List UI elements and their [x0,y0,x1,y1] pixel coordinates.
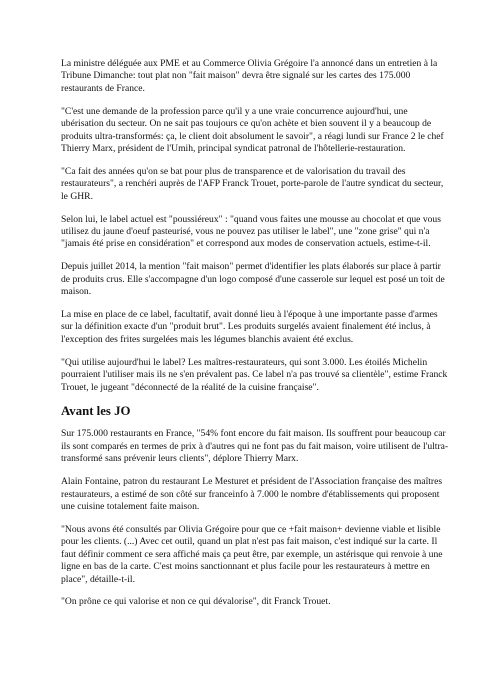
article-paragraph: "Nous avons été consultés par Olivia Grégoire pour que ce +fait maison+ devienne viable et lisible pour les clients. (...) Avec cet outil, quand un plat n'est pas fait maison, c'est indiqué sur la carte. Il faut définir comment ce sera affiché mais ça peut être, par exemple, un astérisque qui renvoie à une ligne en bas de la carte. C'est moins sanctionnant et plus facile pour les restaurateurs à mettre en place", détaille-t-il. [61,523,443,585]
article-paragraph: La ministre déléguée aux PME et au Commerce Olivia Grégoire l'a annoncé dans un entretien à la Tribune Dimanche: tout plat non "fait maison" devra être signalé sur les cartes des 175.000 restaurants de France. [61,58,438,94]
article-paragraph: "Qui utilise aujourd'hui le label? Les maîtres-restaurateurs, qui sont 3.000. Les étoilés Michelin pourraient l'utiliser mais ils ne s'en prévalent pas. Ce label n'a pas trouvé sa clientèle", estime Franck Trouet, le jugeant "déconnecté de la réalité de la cuisine française". [61,356,448,393]
article-paragraph: Depuis juillet 2014, la mention "fait maison" permet d'identifier les plats élaborés sur place à partir de produits crus. Elle s'accompagne d'un logo composé d'une casserole sur lequel est posé un toit de maison. [61,261,445,298]
article-paragraph: Alain Fontaine, patron du restaurant Le Mesturet et président de l'Association française des maîtres restaurateurs, a estimé de son côté sur franceinfo à 7.000 le nombre d'établissements qui proposent une cuisine totalement faite maison. [61,476,443,512]
article-page [61,58,451,619]
article-paragraph: Selon lui, le label actuel est "poussiéreux" : "quand vous faites une mousse au chocolat et que vous utilisez du jaune d'oeuf pasteurisé, vous ne pouvez pas utiliser le label", une "zone grise" qui n'a "jamais été prise en considération" et correspond aux modes de conservation actuels, estime-t-il. [61,213,441,250]
section-heading: Avant les JO [61,404,131,419]
article-paragraph: La mise en place de ce label, facultatif, avait donné lieu à l'époque à une importante passe d'armes sur la définition exacte d'un "produit brut". Les produits surgelés avaient finalement été inclus, à l'exception des frites surgelées mais les légumes blanchis avaient été exclus. [61,309,438,345]
article-paragraph: "On prône ce qui valorise et non ce qui dévalorise", dit Franck Trouet. [61,596,331,608]
article-paragraph: "C'est une demande de la profession parce qu'il y a une vraie concurrence aujourd'hui, une ubérisation du secteur. On ne sait pas toujours ce qu'on achète et bien souvent il y a beaucoup de produits ultra-transformés: ça, le client doit absolument le savoir", a réagi lundi sur France 2 le chef Thierry Marx, président de l'Umih, principal syndicat patronal de l'hôtellerie-restauration. [61,105,444,154]
article-paragraph: "Ca fait des années qu'on se bat pour plus de transparence et de valorisation du travail des restaurateurs", a renchéri auprès de l'AFP Franck Trouet, porte-parole de l'autre syndicat du secteur, le GHR. [61,165,444,202]
article-paragraph: Sur 175.000 restaurants en France, "54% font encore du fait maison. Ils souffrent pour beaucoup car ils sont comparés en termes de prix à d'autres qui ne font pas du fait maison, voire utilisent de l'ultra-transformé sans prévenir leurs clients", déplore Thierry Marx. [61,428,449,465]
